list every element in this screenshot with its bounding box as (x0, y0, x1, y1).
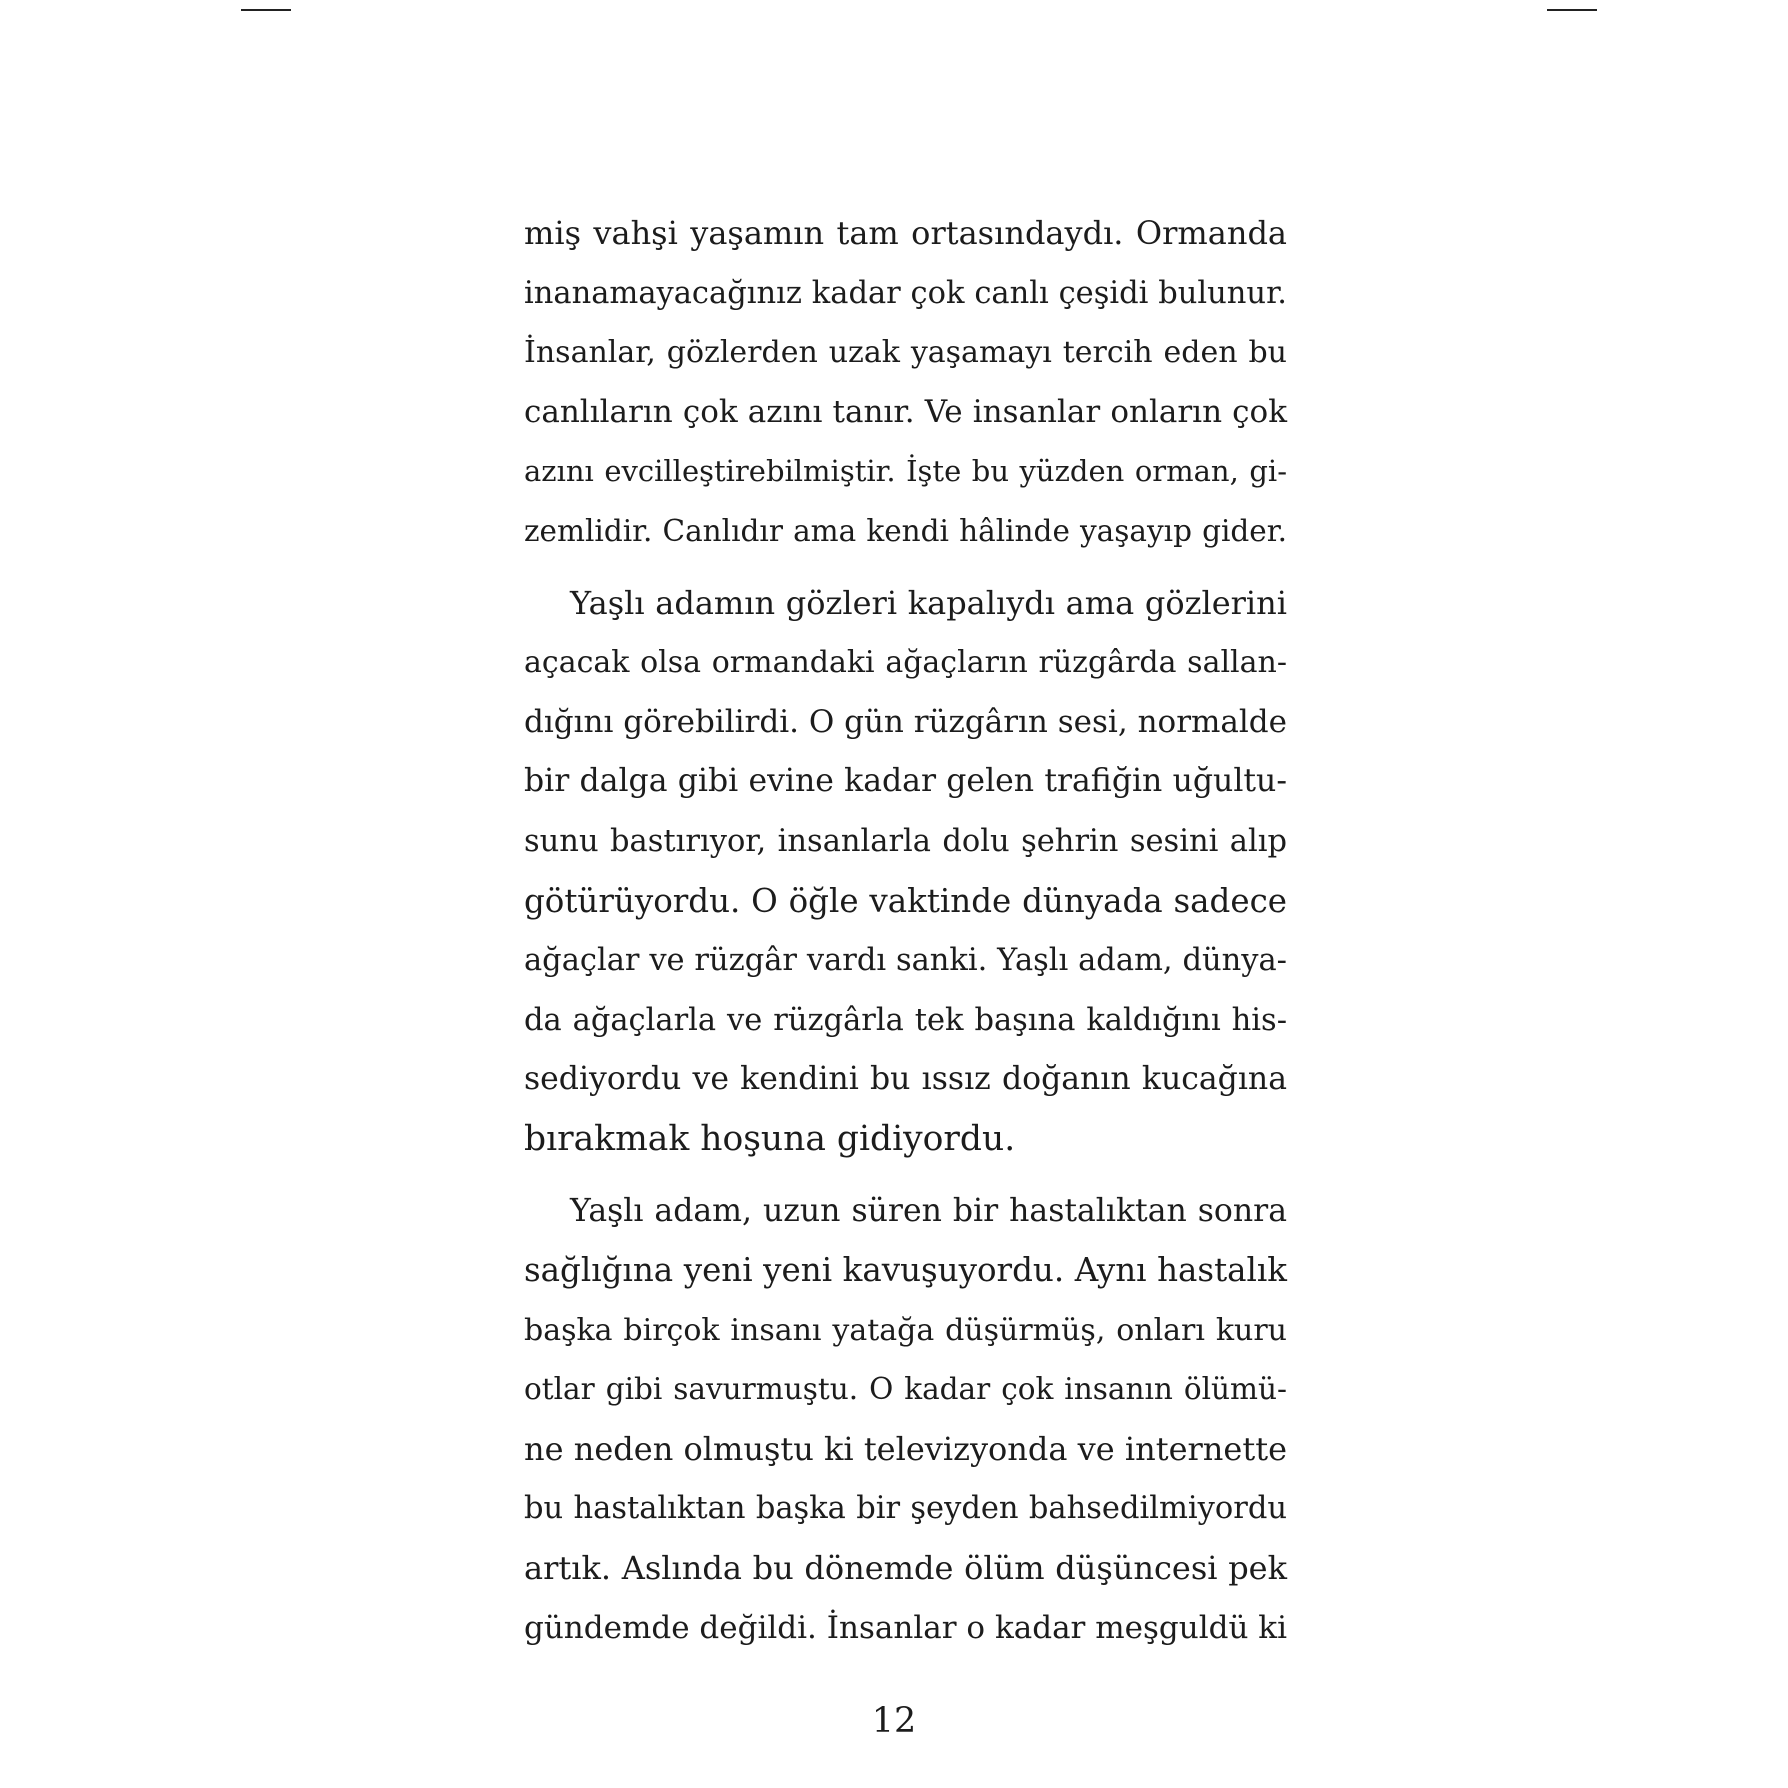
text-line: bırakmak hoşuna gidiyordu. (524, 1118, 1016, 1159)
text-line: da ağaçlarla ve rüzgârla tek başına kaldığını his- (524, 1002, 1287, 1038)
page-body-text (524, 204, 1287, 1670)
text-line: İnsanlar, gözlerden uzak yaşamayı tercih eden bu (524, 335, 1287, 371)
text-line: zemlidir. Canlıdır ama kendi hâlinde yaşayıp gider. (524, 513, 1287, 548)
crop-mark-left (241, 9, 291, 11)
text-line: otlar gibi savurmuştu. O kadar çok insanın ölümü- (524, 1372, 1287, 1407)
text-line: Yaşlı adamın gözleri kapalıydı ama gözlerini (570, 583, 1287, 622)
text-line: sediyordu ve kendini bu ıssız doğanın kucağına (524, 1061, 1287, 1098)
text-line: gündemde değildi. İnsanlar o kadar meşguldü ki (524, 1609, 1287, 1646)
text-line: götürüyordu. O öğle vaktinde dünyada sadece (524, 881, 1287, 920)
paragraph-2 (524, 574, 1287, 1170)
text-line: açacak olsa ormandaki ağaçların rüzgârda sallan- (524, 645, 1287, 681)
text-line: canlıların çok azını tanır. Ve insanlar onların çok (524, 393, 1287, 430)
text-line: sağlığına yeni yeni kavuşuyordu. Aynı hastalık (524, 1251, 1287, 1290)
text-line: ağaçlar ve rüzgâr vardı sanki. Yaşlı adam, dünya- (524, 943, 1287, 979)
text-line: başka birçok insanı yatağa düşürmüş, onları kuru (524, 1312, 1287, 1348)
text-line: Yaşlı adam, uzun süren bir hastalıktan sonra (570, 1192, 1287, 1229)
text-line: azını evcilleştirebilmiştir. İşte bu yüzden orman, gi- (524, 454, 1287, 489)
text-line: bu hastalıktan başka bir şeyden bahsedilmiyordu (524, 1491, 1287, 1527)
text-line: ne neden olmuştu ki televizyonda ve internette (524, 1429, 1287, 1468)
text-line: dığını görebilirdi. O gün rüzgârın sesi, normalde (524, 703, 1287, 740)
paragraph-3 (524, 1182, 1287, 1659)
text-line: bir dalga gibi evine kadar gelen trafiğin uğultu- (524, 763, 1287, 800)
crop-mark-right (1547, 9, 1597, 11)
paragraph-1 (524, 204, 1287, 562)
text-line: miş vahşi yaşamın tam ortasındaydı. Ormanda (524, 214, 1287, 252)
page-number: 12 (871, 1701, 917, 1741)
text-line: artık. Aslında bu dönemde ölüm düşüncesi pek (524, 1549, 1287, 1588)
text-line: inanamayacağınız kadar çok canlı çeşidi bulunur. (524, 275, 1287, 311)
text-line: sunu bastırıyor, insanlarla dolu şehrin sesini alıp (524, 823, 1287, 859)
